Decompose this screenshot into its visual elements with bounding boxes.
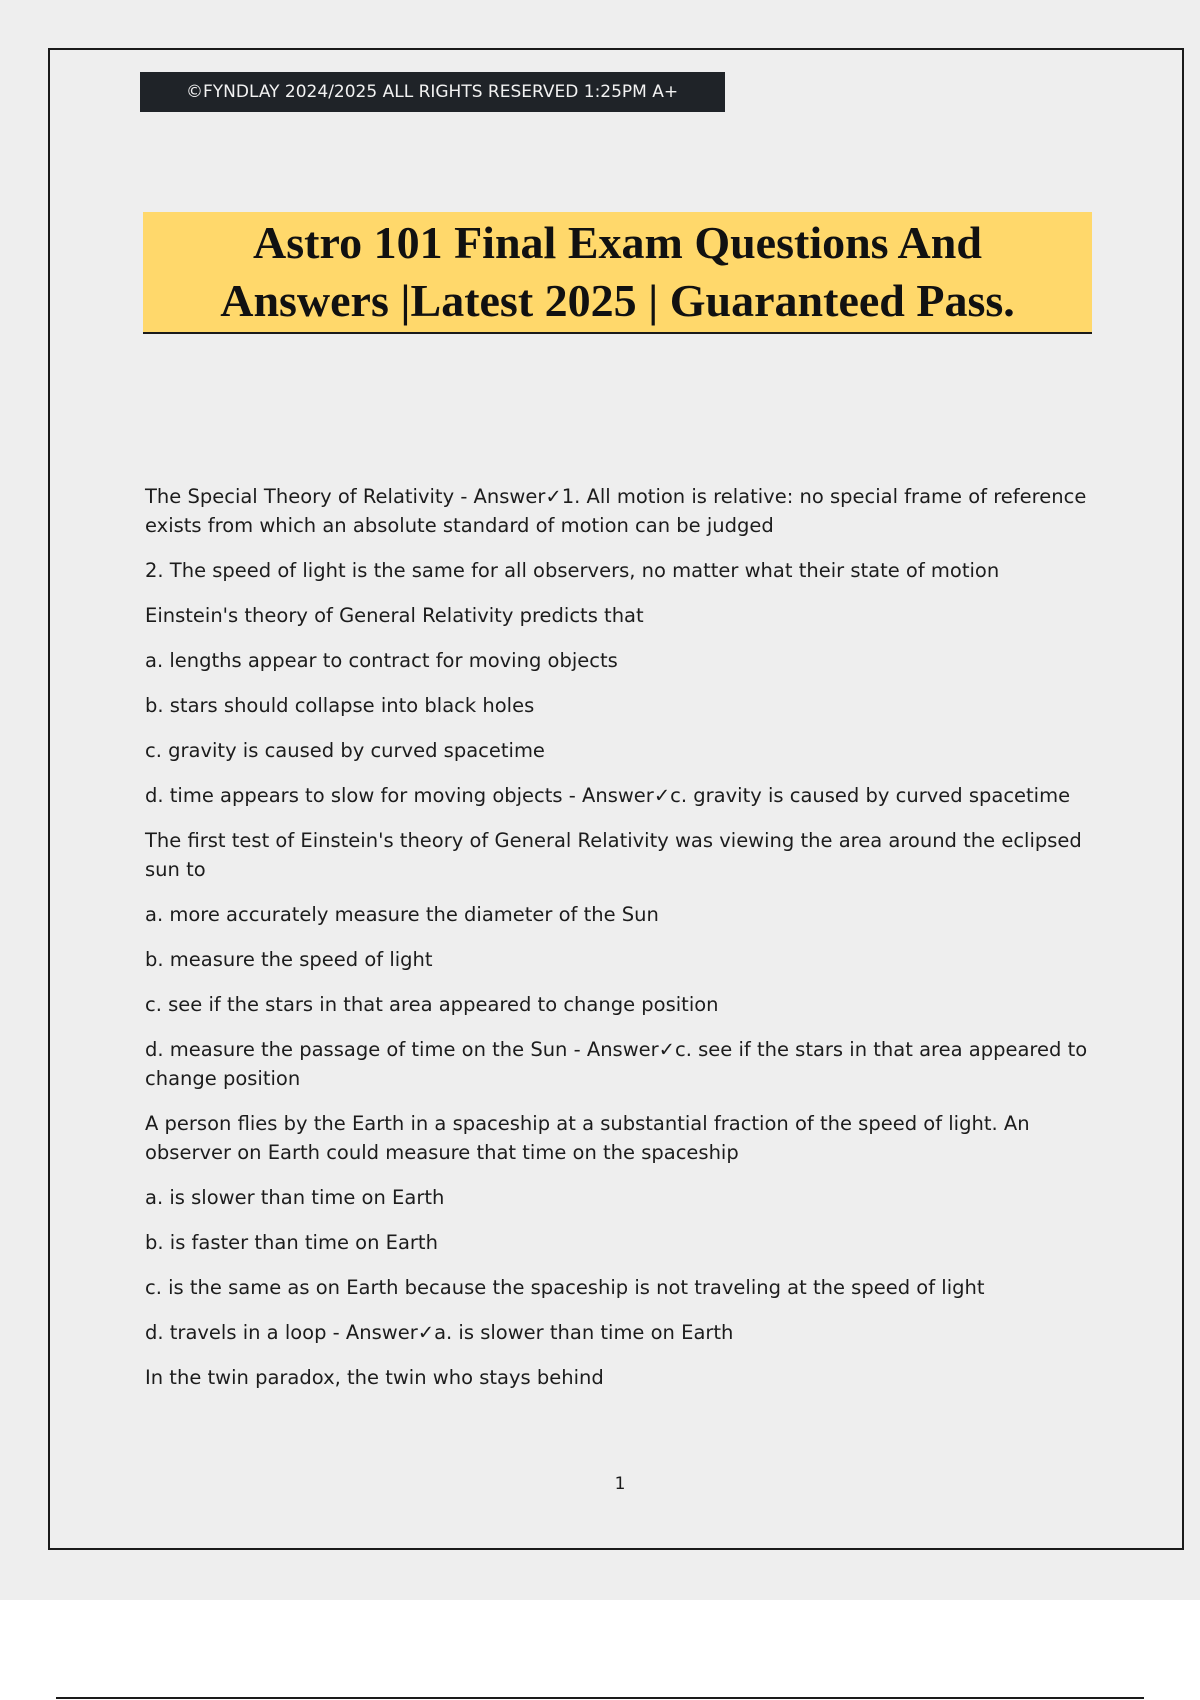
paragraph: A person flies by the Earth in a spaceship at a substantial fraction of the speed of light. An observer on Earth could measure that time on the spaceship <box>145 1112 1030 1164</box>
paragraph: 2. The speed of light is the same for all observers, no matter what their state of motion <box>145 559 1000 582</box>
paragraph: The Special Theory of Relativity - Answer✓1. All motion is relative: no special frame of reference exists from which an absolute standard of motion can be judged <box>145 485 1087 537</box>
paragraph: a. lengths appear to contract for moving objects <box>145 649 618 672</box>
paragraph: Einstein's theory of General Relativity predicts that <box>145 604 644 627</box>
paragraph: c. gravity is caused by curved spacetime <box>145 739 545 762</box>
title-box <box>143 212 1092 334</box>
paragraph: a. is slower than time on Earth <box>145 1186 445 1209</box>
paragraph: a. more accurately measure the diameter of the Sun <box>145 903 659 926</box>
page-number: 1 <box>614 1474 626 1494</box>
paragraph: In the twin paradox, the twin who stays behind <box>145 1366 604 1389</box>
paragraph: b. stars should collapse into black holes <box>145 694 535 717</box>
paragraph: b. measure the speed of light <box>145 948 433 971</box>
paragraph: c. is the same as on Earth because the spaceship is not traveling at the speed of light <box>145 1276 985 1299</box>
copyright-banner: ©FYNDLAY 2024/2025 ALL RIGHTS RESERVED 1:25PM A+ <box>140 72 725 112</box>
paragraph: b. is faster than time on Earth <box>145 1231 438 1254</box>
document-title <box>220 214 1015 330</box>
title-line-1: Astro 101 Final Exam Questions And <box>253 217 982 268</box>
document-body <box>145 482 1090 1408</box>
paragraph: The first test of Einstein's theory of General Relativity was viewing the area around the eclipsed sun to <box>145 829 1082 881</box>
paragraph: c. see if the stars in that area appeared to change position <box>145 993 719 1016</box>
paragraph: d. measure the passage of time on the Sun - Answer✓c. see if the stars in that area appeared to change position <box>145 1038 1088 1090</box>
paragraph: d. travels in a loop - Answer✓a. is slower than time on Earth <box>145 1321 734 1344</box>
title-line-2: Answers |Latest 2025 | Guaranteed Pass. <box>220 275 1015 326</box>
bottom-divider <box>56 1697 1144 1699</box>
paragraph: d. time appears to slow for moving objects - Answer✓c. gravity is caused by curved spacetime <box>145 784 1071 807</box>
